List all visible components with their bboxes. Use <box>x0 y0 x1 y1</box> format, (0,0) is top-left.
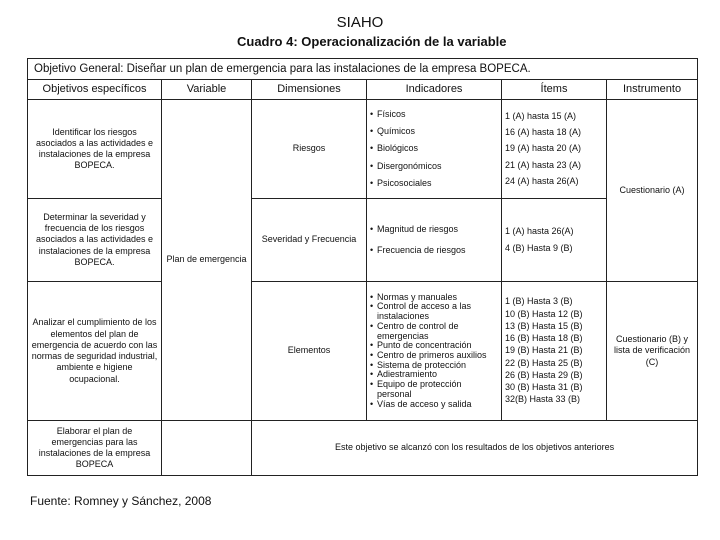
dimension-cell: Riesgos <box>252 100 367 199</box>
table-row <box>28 421 698 476</box>
general-objective: Objetivo General: Diseñar un plan de emergencia para las instalaciones de la empresa BOPECA. <box>28 59 698 80</box>
indicator-item: • Adiestramiento <box>370 370 498 380</box>
indicator-item: • Punto de concentración <box>370 341 498 351</box>
indicator-item: • Sistema de protección <box>370 361 498 371</box>
indicator-item: • Químicos <box>370 126 498 137</box>
indicator-item: • Psicosociales <box>370 178 498 189</box>
indicator-item: • Centro de control de emergencias <box>370 322 498 341</box>
item-range: 4 (B) Hasta 9 (B) <box>505 242 573 253</box>
slide-title: SIAHO <box>336 14 384 31</box>
header-objectives: Objetivos específicos <box>28 80 162 100</box>
items-cell <box>502 199 607 282</box>
indicators-cell <box>367 100 502 199</box>
header-row <box>28 80 698 100</box>
operationalization-table <box>27 58 698 476</box>
item-range: 1 (B) Hasta 3 (B) <box>505 296 573 307</box>
indicators-cell <box>367 282 502 421</box>
item-range: 13 (B) Hasta 15 (B) <box>505 320 583 331</box>
indicator-item: • Normas y manuales <box>370 293 498 303</box>
item-range: 1 (A) hasta 26(A) <box>505 226 574 237</box>
table-row <box>28 282 698 421</box>
item-range: 16 (B) Hasta 18 (B) <box>505 333 583 344</box>
objective-cell: Elaborar el plan de emergencias para las instalaciones de la empresa BOPECA <box>28 421 162 476</box>
table-caption: Cuadro 4: Operacionalización de la variable <box>237 34 507 49</box>
dimension-cell: Severidad y Frecuencia <box>252 199 367 282</box>
header-instrument: Instrumento <box>607 80 698 100</box>
variable-cell: Plan de emergencia <box>162 100 252 421</box>
indicator-item: • Magnitud de riesgos <box>370 224 498 235</box>
indicators-cell <box>367 199 502 282</box>
indicator-item: • Frecuencia de riesgos <box>370 245 498 256</box>
indicator-item: • Equipo de protección personal <box>370 380 498 399</box>
item-range: 30 (B) Hasta 31 (B) <box>505 382 583 393</box>
header-items: Ítems <box>502 80 607 100</box>
items-cell <box>502 282 607 421</box>
indicator-item: • Disergonómicos <box>370 161 498 172</box>
table-row <box>28 100 698 199</box>
item-range: 26 (B) Hasta 29 (B) <box>505 369 583 380</box>
indicator-item: • Físicos <box>370 109 498 120</box>
indicator-item: • Control de acceso a las instalaciones <box>370 302 498 321</box>
dimension-cell: Elementos <box>252 282 367 421</box>
item-range: 19 (B) Hasta 21 (B) <box>505 345 583 356</box>
header-indicators: Indicadores <box>367 80 502 100</box>
objective-cell: Determinar la severidad y frecuencia de los riesgos asociados a las actividades e instalaciones de la empresa BOPECA. <box>28 199 162 282</box>
items-cell <box>502 100 607 199</box>
indicator-item: • Biológicos <box>370 143 498 154</box>
item-range: 1 (A) hasta 15 (A) <box>505 110 577 121</box>
item-range: 21 (A) hasta 23 (A) <box>505 159 582 170</box>
source-note: Fuente: Romney y Sánchez, 2008 <box>30 494 212 508</box>
item-range: 16 (A) hasta 18 (A) <box>505 127 582 138</box>
item-range: 24 (A) hasta 26(A) <box>505 175 579 186</box>
item-range: 32(B) Hasta 33 (B) <box>505 394 581 405</box>
item-range: 22 (B) Hasta 25 (B) <box>505 357 583 368</box>
general-objective-row <box>28 59 698 80</box>
objective-note: Este objetivo se alcanzó con los resultados de los objetivos anteriores <box>252 421 698 476</box>
empty-cell <box>162 421 252 476</box>
instrument-cell: Cuestionario (A) <box>607 100 698 282</box>
indicator-item: • Centro de primeros auxilios <box>370 351 498 361</box>
header-variable: Variable <box>162 80 252 100</box>
instrument-cell: Cuestionario (B) y lista de verificación (C) <box>607 282 698 421</box>
indicator-item: • Vías de acceso y salida <box>370 400 498 410</box>
table-row <box>28 199 698 282</box>
objective-cell: Identificar los riesgos asociados a las actividades e instalaciones de la empresa BOPECA. <box>28 100 162 199</box>
item-range: 10 (B) Hasta 12 (B) <box>505 308 583 319</box>
header-dimensions: Dimensiones <box>252 80 367 100</box>
item-range: 19 (A) hasta 20 (A) <box>505 143 582 154</box>
objective-cell: Analizar el cumplimiento de los elementos del plan de emergencia de acuerdo con las normas de seguridad industrial, ambiente e higiene ocupacional. <box>28 282 162 421</box>
